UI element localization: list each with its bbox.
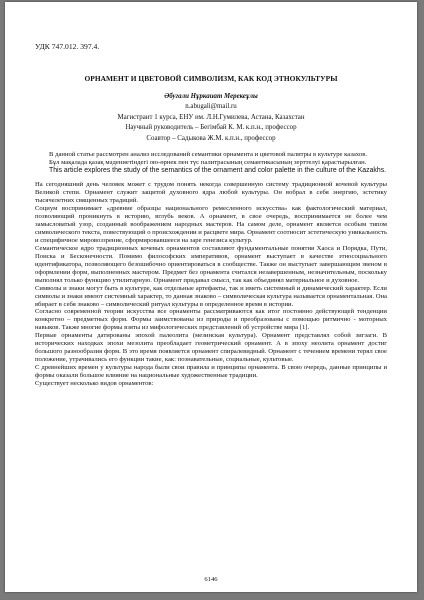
- article-title: ОРНАМЕНТ И ЦВЕТОВОЙ СИМВОЛИЗМ, КАК КОД ЭТНОКУЛЬТУРЫ: [84, 74, 338, 83]
- document-page: [5, 2, 417, 592]
- body-paragraph: Социум воспринимает «древние образцы национального ремесленного искусства» как фактологический материал, позволяющий проникнуть в историю, вглубь веков. А орнамент, в свое очередь, воспринимается не более чем замысловатый узор, созданный воображением народных мастеров. На самом деле, орнамент является особым типом символического текста, повествующий о происхождении и расцвете мира. Орнамент соотносит эстетическую уникальность и специфичное мировоззрение, сформировавшееся на заре генезиса культур.: [35, 205, 387, 244]
- page-number: 6146: [204, 576, 218, 583]
- author-affiliation: Магистрант 1 курса, ЕНУ им. Л.Н.Гумилева, Астана, Казахстан: [117, 113, 305, 121]
- article-body: [35, 151, 387, 388]
- body-paragraph: Согласно современной теории искусства все орнаменты рассматриваются как итог постоянно действующей тенденции конкретно – предметных форм. Формы заимствованы из природы и преобразованы с помощью ритмично - моторных навыков. Также многие формы взяты из мифологических представлений об устройстве мира [1].: [35, 308, 387, 332]
- author-email[interactable]: n.abugali@mail.ru: [185, 103, 237, 111]
- scientific-supervisor: Научный руководитель – Бегімбай К. М. к.п.н., профессор: [125, 124, 297, 132]
- abstract-english: This article explores the study of the semantics of the ornament and color palette in the culture of the Kazakhs.: [49, 166, 387, 174]
- body-paragraph: Семантическое ядро традиционных кочевых орнаментов составляют фундаментальные понятия Хаоса и Порядка, Пути, Поиска и Бесконечности. Помимо философских императивов, орнамент выступает в качестве этносоциального идентификатора, позволяющего безошибочно ориентироваться в сообществе. Также он выступает завершающим звеном в оформлении форм, выполненных мастером. Предмет без орнамента считался незавершенным, незначительным, поскольку выполнял только функцию утилитарную. Орнамент придавал смысл, так как объединял материальное и духовное.: [35, 244, 387, 284]
- author-name: Әбугали Нұркаиат Мерекеұлы: [164, 93, 258, 100]
- co-author: Соавтор – Садыкова Ж.М. к.п.н., профессор: [146, 134, 276, 142]
- body-paragraph: С древнейших времен у культуры народа были свои правила и принципы орнамента. В свою очередь, данные принципы и формы оказали большое влияние на национальные художественные традиции.: [35, 364, 387, 380]
- abstract-kazakh: Бұл мақалада қазақ мәдениетіндегі ою-өрнек пен түс палитрасының семантикасының зерттелуі қарастырылған.: [49, 158, 367, 166]
- body-paragraph: Существует несколько видов орнаментов:: [35, 380, 154, 388]
- body-paragraph: Символы и знаки могут быть в культуре, как отдельные артефакты, так и иметь системный и динамический характер. Если символы и знаки имеют системный характер, то данная знаково – символическая культура называется орнаментальная. Она вбирает в себя знаково – символический ритуал культуры в определенное время в истории.: [35, 284, 387, 308]
- udk-code: УДК 747.012. 397.4.: [35, 42, 100, 51]
- body-paragraph: Первые орнаменты датированы эпохой палеолита (мезинская культура). Орнамент представлял собой зигзаги. В исторических находках эпохи мезолита преобладает геометрический орнамент. А в эпоху неолита орнамент достиг большого разнообразия форм. В это время появляется орнамент спиралевидный. Орнамент с течением времени терял свое положение, утрачивались его функции такие, как: познавательные, социальные, культовые.: [35, 332, 387, 364]
- body-paragraph: На сегодняшний день человек может с трудом понять некогда совершенную систему традиционной кочевой культуры Великой степи. Орнамент служит защитой духовного ядра любой культуры. Он вобрал в себя энергию, эстетику тысячелетних священных традиций.: [35, 181, 387, 205]
- author-block: [35, 92, 387, 144]
- abstract-russian: В данной статье рассмотрен анализ исследований семантики орнамента и цветовой палитры в культуре казахов.: [49, 151, 367, 158]
